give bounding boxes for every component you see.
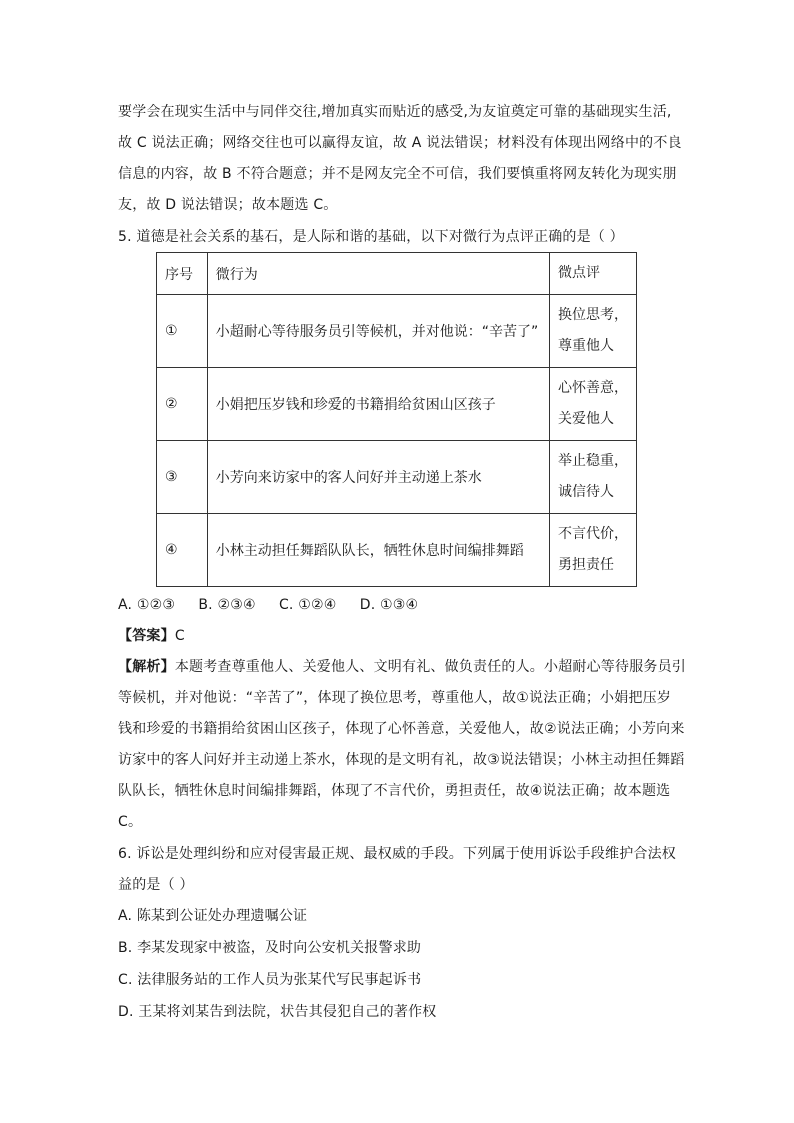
row-rev-line-2: 关爱他人	[557, 411, 614, 427]
row-no: ③	[157, 441, 208, 514]
q6-option-d: D. 王某将刘某告到法院，状告其侵犯自己的著作权	[118, 1004, 437, 1020]
header-rev: 微点评	[549, 253, 636, 295]
q5-analysis-line-3: 钱和珍爱的书籍捐给贫困山区孩子，体现了心怀善意，关爱他人，故②说法正确；小芳向来	[118, 721, 685, 737]
q6-option-a: A. 陈某到公证处办理遗嘱公证	[118, 908, 308, 924]
row-act: 小超耐心等待服务员引等候机，并对他说：“辛苦了”	[207, 295, 549, 368]
row-rev-line-1: 换位思考，	[557, 307, 628, 323]
row-act: 小林主动担任舞蹈队队长，牺牲休息时间编排舞蹈	[207, 514, 549, 587]
q5-analysis-line-1	[118, 652, 687, 683]
row-rev	[549, 514, 636, 587]
q5-options: A. ①②③ B. ②③④ C. ①②④ D. ①③④	[118, 597, 419, 613]
q5-analysis-line-5: 队队长，牺牲休息时间编排舞蹈，体现了不言代价，勇担责任，故④说法正确；故本题选	[118, 783, 671, 799]
row-rev-line-2: 诚信待人	[557, 484, 614, 500]
prev-explanation-line-1: 要学会在现实生活中与同伴交往,增加真实而贴近的感受,为友谊奠定可靠的基础现实生活,	[118, 104, 672, 120]
q6-stem-line-1: 6. 诉讼是处理纠纷和应对侵害最正规、最权威的手段。下列属于使用诉讼手段维护合法权	[118, 846, 677, 862]
q5-analysis-line-4: 访家中的客人问好并主动递上茶水，体现的是文明有礼，故③说法错误；小林主动担任舞蹈	[118, 752, 685, 768]
header-no: 序号	[157, 253, 208, 295]
row-rev-line-1: 心怀善意，	[557, 380, 628, 396]
q6-option-c: C. 法律服务站的工作人员为张某代写民事起诉书	[118, 972, 422, 988]
prev-explanation-line-2: 故 C 说法正确；网络交往也可以赢得友谊，故 A 说法错误；材料没有体现出网络中的不良	[118, 135, 682, 151]
q6-option-b: B. 李某发现家中被盗，及时向公安机关报警求助	[118, 940, 422, 956]
row-act: 小芳向来访家中的客人问好并主动递上茶水	[207, 441, 549, 514]
q5-table	[156, 252, 637, 587]
q5-analysis-line-2: 等候机，并对他说：“辛苦了”，体现了换位思考，尊重他人，故①说法正确；小娟把压岁	[118, 690, 672, 706]
table-row	[157, 441, 637, 514]
q5-analysis-line-6: C。	[118, 814, 143, 830]
q6-stem-line-2: 益的是（ ）	[118, 877, 194, 893]
table-row	[157, 295, 637, 368]
q5-stem: 5. 道德是社会关系的基石，是人际和谐的基础，以下对微行为点评正确的是（ ）	[118, 229, 624, 245]
row-no: ②	[157, 368, 208, 441]
row-rev	[549, 368, 636, 441]
row-rev-line-2: 勇担责任	[557, 557, 614, 573]
q5-answer	[118, 621, 678, 652]
prev-explanation-line-4: 友，故 D 说法错误；故本题选 C。	[118, 197, 338, 213]
answer-value: C	[174, 628, 185, 644]
header-act: 微行为	[207, 253, 549, 295]
row-act: 小娟把压岁钱和珍爱的书籍捐给贫困山区孩子	[207, 368, 549, 441]
row-rev	[549, 295, 636, 368]
prev-explanation-line-3: 信息的内容，故 B 不符合题意；并不是网友完全不可信，我们要慎重将网友转化为现实朋	[118, 166, 677, 182]
answer-label: 【答案】	[118, 628, 175, 644]
row-rev	[549, 441, 636, 514]
row-no: ④	[157, 514, 208, 587]
table-row	[157, 368, 637, 441]
row-rev-line-1: 举止稳重，	[557, 453, 628, 469]
table-row	[157, 514, 637, 587]
row-rev-line-2: 尊重他人	[557, 338, 614, 354]
table-header-row	[157, 253, 637, 295]
analysis-label: 【解析】	[118, 659, 175, 675]
row-no: ①	[157, 295, 208, 368]
analysis-text: 本题考查尊重他人、关爱他人、文明有礼、做负责任的人。小超耐心等待服务员引	[174, 659, 687, 675]
row-rev-line-1: 不言代价，	[557, 526, 628, 542]
